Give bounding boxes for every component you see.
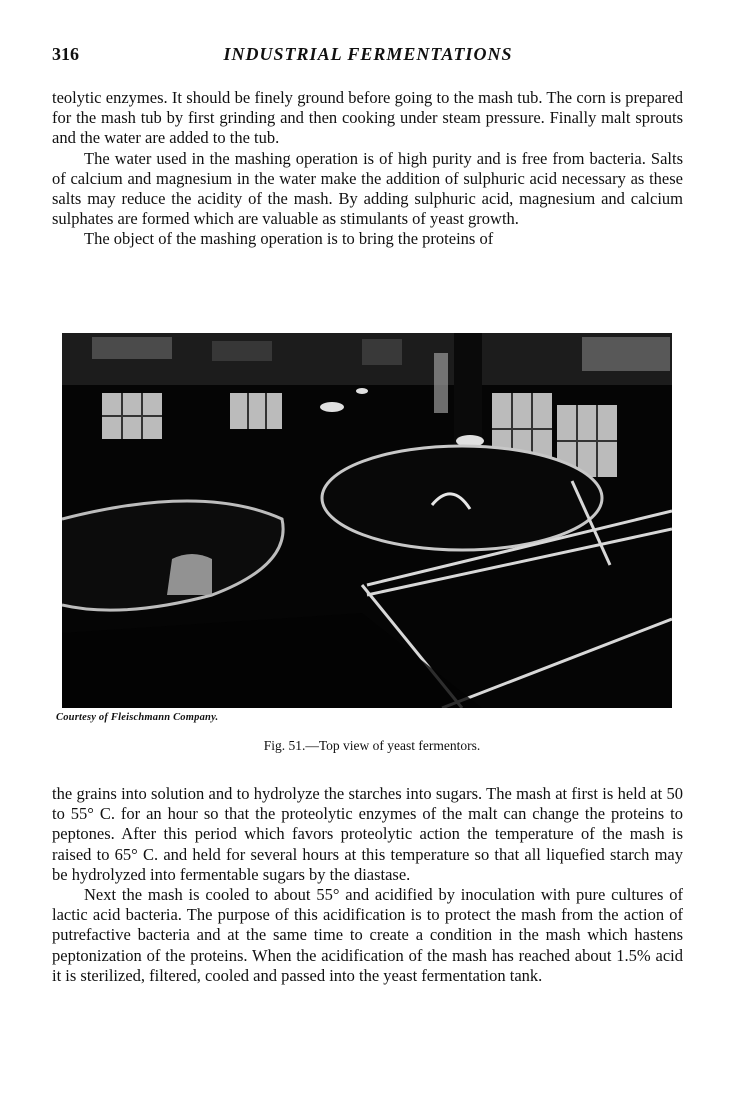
page-number: 316 xyxy=(52,44,79,64)
paragraph: teolytic enzymes. It should be finely ground before going to the mash tub. The corn is prepared for the mash tub by first grinding and then cooking under steam pressure. Finally malt sprouts and the water are added to the tub. xyxy=(52,88,683,148)
text-block-top xyxy=(52,88,683,250)
figure-credit: Courtesy of Fleischmann Company. xyxy=(56,712,219,723)
paragraph: Next the mash is cooled to about 55° and acidified by inoculation with pure cultures of lactic acid bacteria. The purpose of this acidification is to protect the mash from the action of putrefactive bacteria and at the same time to create a condition in the mash which hastens peptonization of the proteins. When the acidification of the mash has reached about 1.5% acid it is sterilized, filtered, cooled and passed into the yeast fermentation tank. xyxy=(52,885,683,985)
photo-illustration xyxy=(62,333,672,708)
paragraph: the grains into solution and to hydrolyze the starches into sugars. The mash at first is held at 50 to 55° C. for an hour so that the proteolytic enzymes of the malt can change the proteins to peptones. After this period which favors proteolytic action the temperature of the mash is raised to 65° C. and held for several hours at this temperature so that all liquefied starch may be hydrolyzed into fermentable sugars by the diastase. xyxy=(52,784,683,884)
figure-caption: Fig. 51.—Top view of yeast fermentors. xyxy=(263,738,481,753)
text-block-bottom xyxy=(52,784,683,986)
page-header xyxy=(52,44,684,70)
paragraph: The water used in the mashing operation is of high purity and is free from bacteria. Salts of calcium and magnesium in the water make the addition of sulphuric acid necessary as these salts may reduce the acidity of the mash. By adding sulphuric acid, magnesium and calcium sulphates are formed which are valuable as stimulants of yeast growth. xyxy=(52,148,683,229)
running-head: INDUSTRIAL FERMENTATIONS xyxy=(223,44,513,64)
figure-photo-yeast-fermentors xyxy=(62,333,672,708)
paragraph: The object of the mashing operation is to bring the proteins of xyxy=(84,229,494,249)
